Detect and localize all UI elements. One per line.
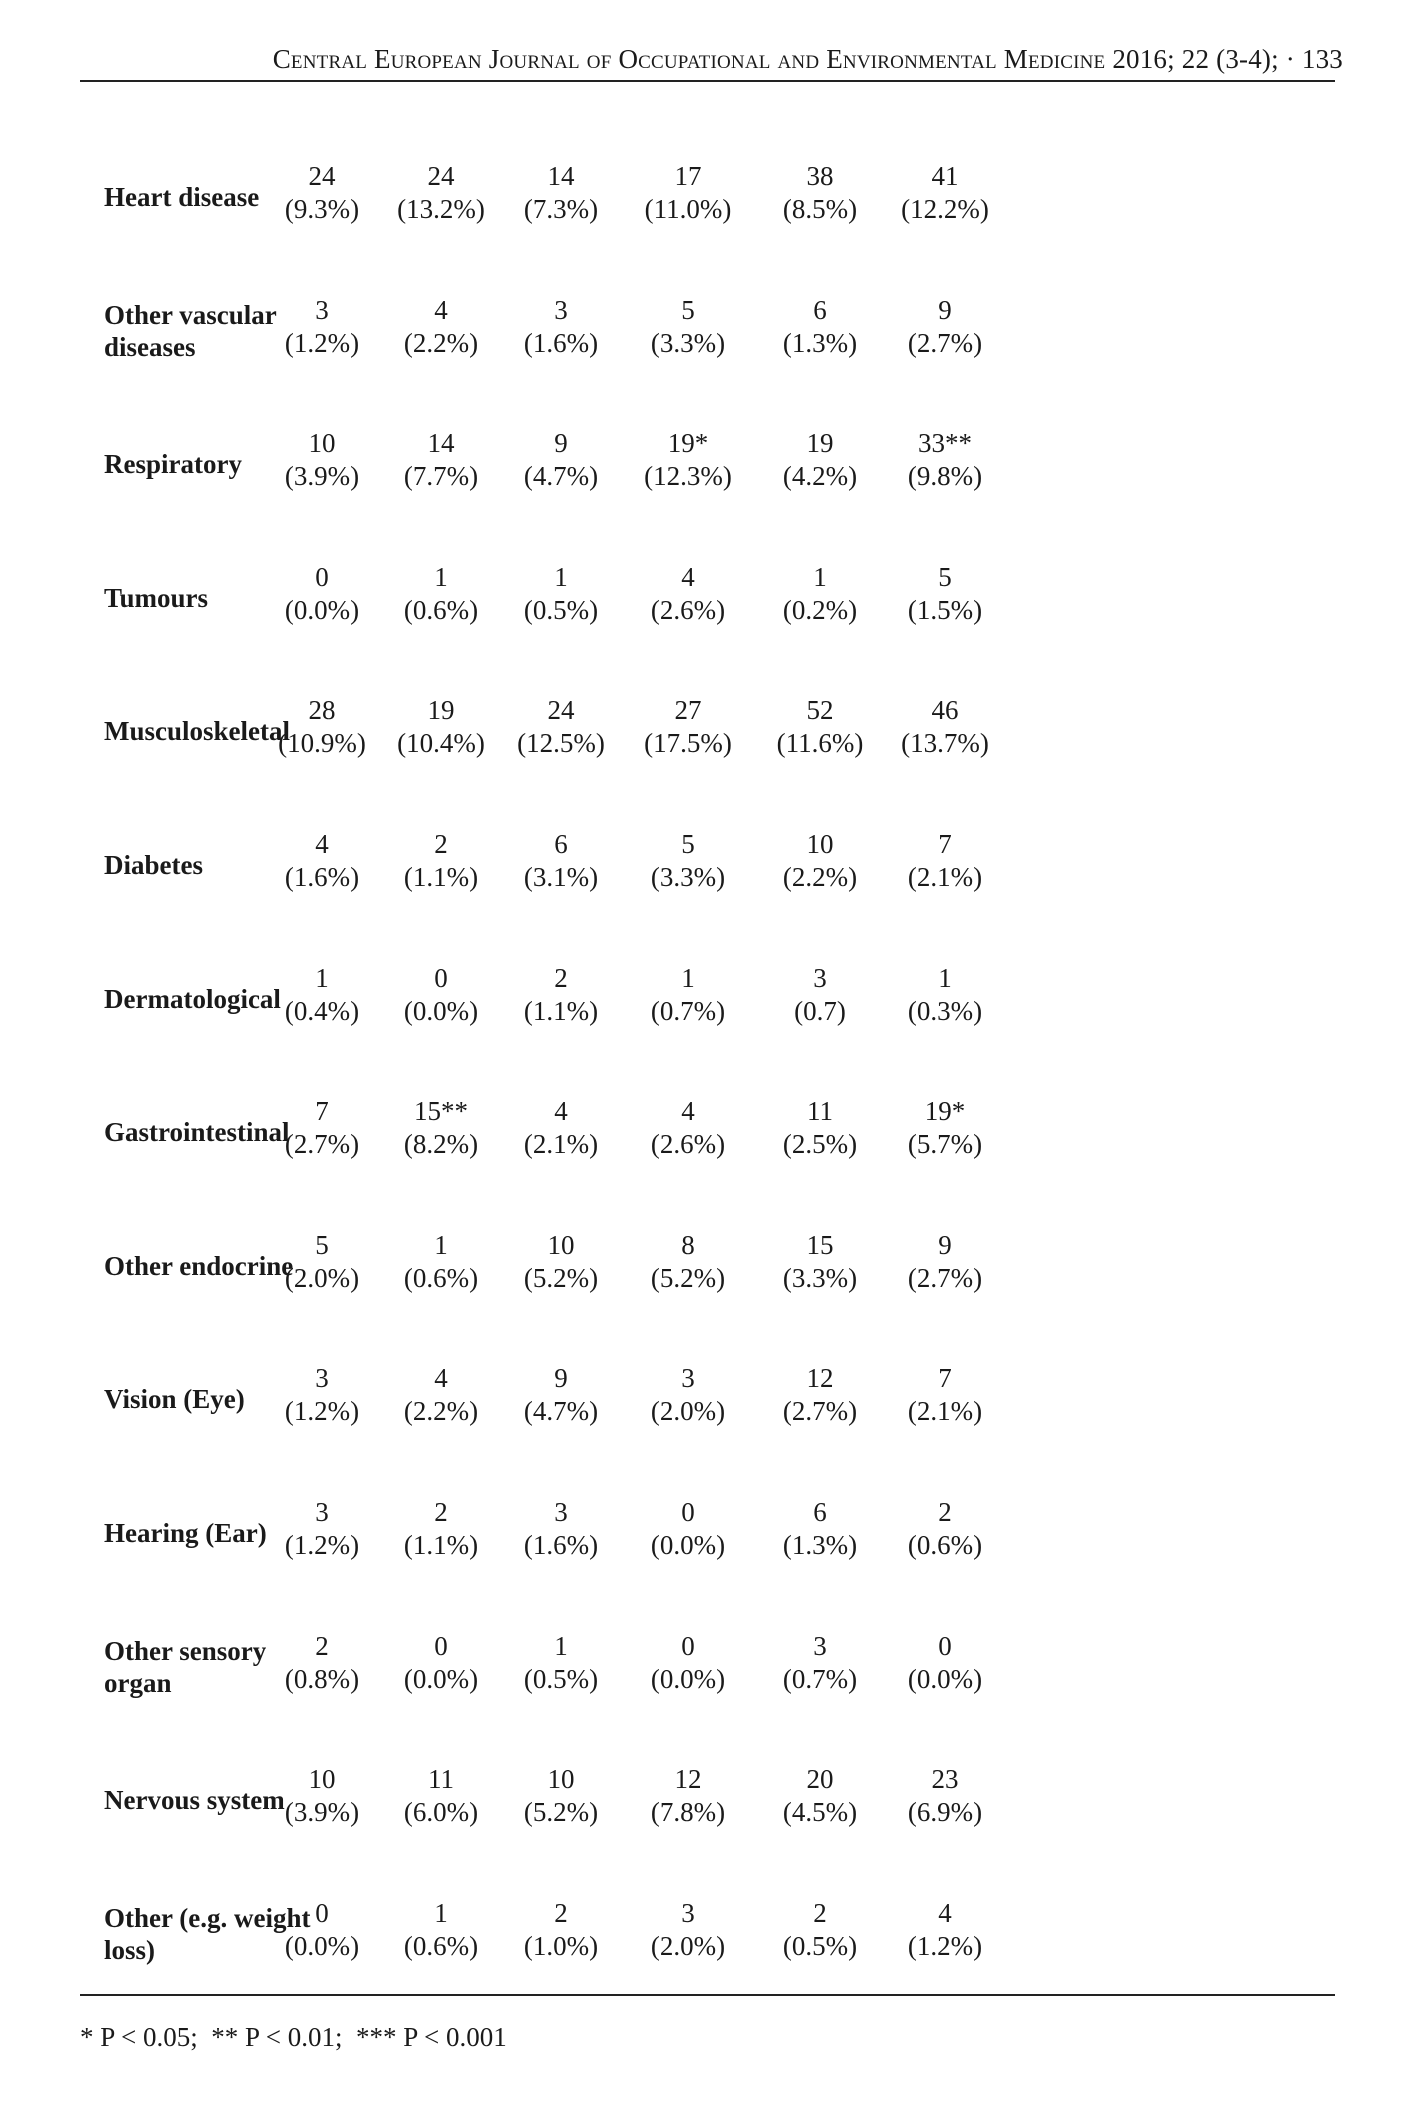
cell-percent: (5.2%) — [650, 1262, 726, 1293]
cell-percent: (0.7%) — [650, 995, 726, 1026]
cell-percent: (3.1%) — [523, 861, 599, 892]
cell-percent: (1.1%) — [523, 995, 599, 1026]
cell-percent: (4.5%) — [782, 1797, 858, 1828]
cell-percent: (4.7%) — [523, 1396, 599, 1427]
cell-count: 4 — [681, 1096, 695, 1127]
table-cell — [870, 1630, 1020, 1696]
cell-count: 14 — [427, 428, 455, 459]
running-head — [273, 44, 1343, 75]
cell-count: 3 — [813, 1630, 827, 1661]
row-label: Respiratory — [104, 449, 242, 480]
cell-percent: (13.7%) — [901, 728, 989, 759]
cell-count: 4 — [938, 1897, 952, 1928]
cell-count: 2 — [554, 962, 568, 993]
cell-count: 27 — [674, 695, 702, 726]
cell-count: 0 — [434, 1630, 448, 1661]
cell-percent: (0.7) — [794, 995, 846, 1026]
cell-count: 15** — [414, 1096, 468, 1127]
cell-count: 9 — [938, 1229, 952, 1260]
cell-count: 10 — [308, 1764, 336, 1795]
cell-count: 19 — [427, 695, 455, 726]
cell-percent: (2.2%) — [403, 327, 479, 358]
cell-percent: (3.3%) — [650, 327, 726, 358]
cell-count: 1 — [681, 962, 695, 993]
cell-percent: (3.3%) — [650, 861, 726, 892]
cell-percent: (10.4%) — [397, 728, 485, 759]
cell-count: 23 — [931, 1764, 959, 1795]
cell-count: 46 — [931, 695, 959, 726]
table-cell — [613, 1362, 763, 1428]
cell-count: 1 — [434, 561, 448, 592]
table-cell — [870, 1897, 1020, 1963]
table-cell — [613, 694, 763, 760]
cell-count: 1 — [434, 1229, 448, 1260]
cell-percent: (0.0%) — [284, 594, 360, 625]
table-cell — [613, 160, 763, 226]
cell-percent: (1.6%) — [284, 861, 360, 892]
cell-percent: (0.8%) — [284, 1663, 360, 1694]
cell-count: 4 — [434, 1363, 448, 1394]
cell-count: 20 — [806, 1764, 834, 1795]
cell-count: 14 — [547, 161, 575, 191]
cell-count: 5 — [681, 294, 695, 325]
cell-count: 3 — [315, 294, 329, 325]
cell-percent: (3.9%) — [284, 461, 360, 492]
cell-percent: (2.1%) — [907, 861, 983, 892]
table-cell — [613, 1897, 763, 1963]
cell-count: 0 — [681, 1496, 695, 1527]
cell-percent: (8.2%) — [403, 1129, 479, 1160]
cell-percent: (2.7%) — [782, 1396, 858, 1427]
row-label: Other (e.g. weight loss) — [104, 1902, 311, 1965]
cell-count: 11 — [428, 1764, 454, 1795]
journal-name: Central European Journal of Occupational and Environmental Medicine — [272, 44, 1106, 74]
cell-count: 15 — [806, 1229, 834, 1260]
cell-percent: (3.3%) — [782, 1262, 858, 1293]
cell-percent: (7.3%) — [523, 194, 599, 224]
cell-count: 0 — [681, 1630, 695, 1661]
row-label: Other vascular diseases — [104, 299, 277, 362]
table-cell — [870, 1229, 1020, 1295]
cell-count: 0 — [315, 561, 329, 592]
cell-count: 3 — [681, 1363, 695, 1394]
cell-count: 1 — [813, 561, 827, 592]
cell-count: 9 — [938, 294, 952, 325]
cell-percent: (0.3%) — [907, 995, 983, 1026]
cell-count: 0 — [315, 1897, 329, 1928]
table-row — [104, 1763, 1335, 1897]
cell-percent: (0.0%) — [650, 1529, 726, 1560]
row-label: Diabetes — [104, 849, 203, 880]
cell-count: 12 — [674, 1764, 702, 1795]
cell-percent: (2.2%) — [403, 1396, 479, 1427]
cell-count: 4 — [681, 561, 695, 592]
cell-percent: (1.5%) — [907, 594, 983, 625]
cell-percent: (11.0%) — [644, 194, 732, 224]
cell-percent: (0.6%) — [403, 594, 479, 625]
cell-count: 1 — [554, 561, 568, 592]
cell-count: 4 — [315, 828, 329, 859]
cell-count: 52 — [806, 695, 834, 726]
cell-count: 10 — [806, 828, 834, 859]
cell-percent: (0.2%) — [782, 594, 858, 625]
cell-percent: (1.3%) — [782, 327, 858, 358]
table-row — [104, 160, 1335, 294]
cell-percent: (0.0%) — [284, 1930, 360, 1961]
cell-count: 24 — [427, 161, 455, 191]
cell-percent: (2.7%) — [284, 1129, 360, 1160]
cell-percent: (4.7%) — [523, 461, 599, 492]
cell-percent: (0.5%) — [782, 1930, 858, 1961]
cell-count: 3 — [315, 1496, 329, 1527]
table-row — [104, 1630, 1335, 1764]
cell-percent: (2.5%) — [782, 1129, 858, 1160]
cell-percent: (1.6%) — [523, 1529, 599, 1560]
cell-count: 10 — [547, 1229, 575, 1260]
cell-percent: (2.7%) — [907, 1262, 983, 1293]
cell-percent: (2.0%) — [650, 1396, 726, 1427]
footer-rule — [80, 1994, 1335, 1996]
table-cell — [870, 160, 1020, 226]
cell-percent: (0.0%) — [403, 1663, 479, 1694]
cell-percent: (2.0%) — [284, 1262, 360, 1293]
significance-footnote: * P < 0.05; ** P < 0.01; *** P < 0.001 — [80, 2022, 507, 2052]
cell-count: 9 — [554, 428, 568, 459]
table-cell — [870, 294, 1020, 360]
table-cell — [613, 1763, 763, 1829]
table-cell — [870, 1362, 1020, 1428]
cell-count: 4 — [434, 294, 448, 325]
table-cell — [870, 1496, 1020, 1562]
cell-percent: (0.0%) — [403, 995, 479, 1026]
cell-percent: (1.2%) — [284, 327, 360, 358]
cell-count: 4 — [554, 1096, 568, 1127]
header-rule — [80, 80, 1335, 82]
table-cell — [613, 1095, 763, 1161]
cell-percent: (5.2%) — [523, 1262, 599, 1293]
row-label: Gastrointestinal — [104, 1117, 290, 1148]
cell-count: 41 — [931, 161, 959, 191]
table-cell — [870, 1095, 1020, 1161]
cell-percent: (1.3%) — [782, 1529, 858, 1560]
cell-percent: (7.8%) — [650, 1797, 726, 1828]
cell-percent: (4.2%) — [782, 461, 858, 492]
table-cell — [613, 828, 763, 894]
citation: 2016; 22 (3-4); · 133 — [1112, 44, 1343, 74]
cell-percent: (1.0%) — [523, 1930, 599, 1961]
cell-count: 10 — [547, 1764, 575, 1795]
row-label: Musculoskeletal — [104, 716, 290, 747]
cell-count: 3 — [554, 294, 568, 325]
row-label: Heart disease — [104, 182, 260, 212]
cell-percent: (7.7%) — [403, 461, 479, 492]
cell-percent: (1.1%) — [403, 861, 479, 892]
row-label: Dermatological — [104, 983, 281, 1014]
cell-count: 7 — [315, 1096, 329, 1127]
cell-count: 0 — [938, 1630, 952, 1661]
table-cell — [613, 1229, 763, 1295]
table-row — [104, 294, 1335, 428]
cell-count: 24 — [308, 161, 336, 191]
cell-percent: (3.9%) — [284, 1797, 360, 1828]
cell-count: 3 — [813, 962, 827, 993]
cell-count: 2 — [434, 828, 448, 859]
cell-percent: (2.6%) — [650, 594, 726, 625]
cell-percent: (2.1%) — [907, 1396, 983, 1427]
cell-count: 6 — [554, 828, 568, 859]
table-row — [104, 962, 1335, 1096]
row-label: Nervous system — [104, 1785, 285, 1816]
cell-percent: (10.9%) — [278, 728, 366, 759]
cell-percent: (0.6%) — [403, 1262, 479, 1293]
cell-count: 6 — [813, 1496, 827, 1527]
cell-count: 5 — [938, 561, 952, 592]
table-row — [104, 1897, 1335, 2031]
table-cell — [613, 1496, 763, 1562]
cell-count: 2 — [938, 1496, 952, 1527]
cell-percent: (17.5%) — [644, 728, 732, 759]
row-label: Hearing (Ear) — [104, 1517, 267, 1548]
cell-percent: (13.2%) — [397, 194, 485, 224]
cell-count: 8 — [681, 1229, 695, 1260]
cell-percent: (12.3%) — [644, 461, 732, 492]
table-row — [104, 1095, 1335, 1229]
cell-count: 2 — [813, 1897, 827, 1928]
table-row — [104, 561, 1335, 695]
cell-percent: (1.1%) — [403, 1529, 479, 1560]
row-label: Other endocrine — [104, 1250, 294, 1281]
cell-count: 2 — [315, 1630, 329, 1661]
cell-percent: (0.5%) — [523, 1663, 599, 1694]
cell-count: 1 — [554, 1630, 568, 1661]
cell-count: 7 — [938, 1363, 952, 1394]
cell-count: 19* — [667, 428, 709, 459]
cell-percent: (2.2%) — [782, 861, 858, 892]
table-cell — [870, 1763, 1020, 1829]
cell-percent: (12.2%) — [901, 194, 989, 224]
table-row — [104, 427, 1335, 561]
cell-percent: (12.5%) — [517, 728, 605, 759]
cell-count: 28 — [308, 695, 336, 726]
table-cell — [613, 294, 763, 360]
cell-percent: (2.7%) — [907, 327, 983, 358]
cell-percent: (2.6%) — [650, 1129, 726, 1160]
cell-percent: (0.0%) — [650, 1663, 726, 1694]
cell-count: 11 — [807, 1096, 833, 1127]
cell-percent: (11.6%) — [776, 728, 864, 759]
cell-count: 1 — [315, 962, 329, 993]
table-cell — [613, 1630, 763, 1696]
table-row — [104, 828, 1335, 962]
table-cell — [870, 694, 1020, 760]
table-row — [104, 694, 1335, 828]
row-label: Vision (Eye) — [104, 1384, 245, 1415]
cell-percent: (1.2%) — [907, 1930, 983, 1961]
table-row — [104, 1362, 1335, 1496]
cell-percent: (0.5%) — [523, 594, 599, 625]
cell-percent: (5.7%) — [907, 1129, 983, 1160]
cell-count: 2 — [554, 1897, 568, 1928]
cell-percent: (1.2%) — [284, 1529, 360, 1560]
row-label: Other sensory organ — [104, 1635, 267, 1698]
table-cell — [870, 962, 1020, 1028]
table-cell — [613, 427, 763, 493]
cell-percent: (6.9%) — [907, 1797, 983, 1828]
cell-percent: (2.0%) — [650, 1930, 726, 1961]
cell-count: 19 — [806, 428, 834, 459]
cell-count: 10 — [308, 428, 336, 459]
cell-count: 1 — [938, 962, 952, 993]
cell-count: 9 — [554, 1363, 568, 1394]
cell-percent: (0.7%) — [782, 1663, 858, 1694]
cell-percent: (0.0%) — [907, 1663, 983, 1694]
cell-count: 3 — [681, 1897, 695, 1928]
table-cell — [870, 828, 1020, 894]
cell-count: 1 — [434, 1897, 448, 1928]
cell-count: 2 — [434, 1496, 448, 1527]
cell-count: 5 — [681, 828, 695, 859]
table-cell — [870, 427, 1020, 493]
cell-percent: (6.0%) — [403, 1797, 479, 1828]
cell-count: 7 — [938, 828, 952, 859]
cell-percent: (9.3%) — [284, 194, 360, 224]
table-row — [104, 1496, 1335, 1630]
table-cell — [613, 962, 763, 1028]
cell-percent: (8.5%) — [782, 194, 858, 224]
cell-percent: (9.8%) — [907, 461, 983, 492]
cell-percent: (0.4%) — [284, 995, 360, 1026]
cell-count: 33** — [918, 428, 972, 459]
data-table — [104, 160, 1335, 2030]
cell-count: 17 — [674, 161, 702, 191]
cell-count: 0 — [434, 962, 448, 993]
cell-count: 6 — [813, 294, 827, 325]
cell-percent: (0.6%) — [907, 1529, 983, 1560]
cell-count: 19* — [924, 1096, 966, 1127]
cell-percent: (1.2%) — [284, 1396, 360, 1427]
cell-percent: (2.1%) — [523, 1129, 599, 1160]
cell-count: 3 — [315, 1363, 329, 1394]
cell-percent: (1.6%) — [523, 327, 599, 358]
cell-count: 5 — [315, 1229, 329, 1260]
table-cell — [870, 561, 1020, 627]
table-cell — [613, 561, 763, 627]
cell-count: 24 — [547, 695, 575, 726]
row-label: Tumours — [104, 582, 209, 613]
cell-percent: (0.6%) — [403, 1930, 479, 1961]
table-row — [104, 1229, 1335, 1363]
cell-count: 12 — [806, 1363, 834, 1394]
cell-percent: (5.2%) — [523, 1797, 599, 1828]
cell-count: 38 — [806, 161, 834, 191]
cell-count: 3 — [554, 1496, 568, 1527]
